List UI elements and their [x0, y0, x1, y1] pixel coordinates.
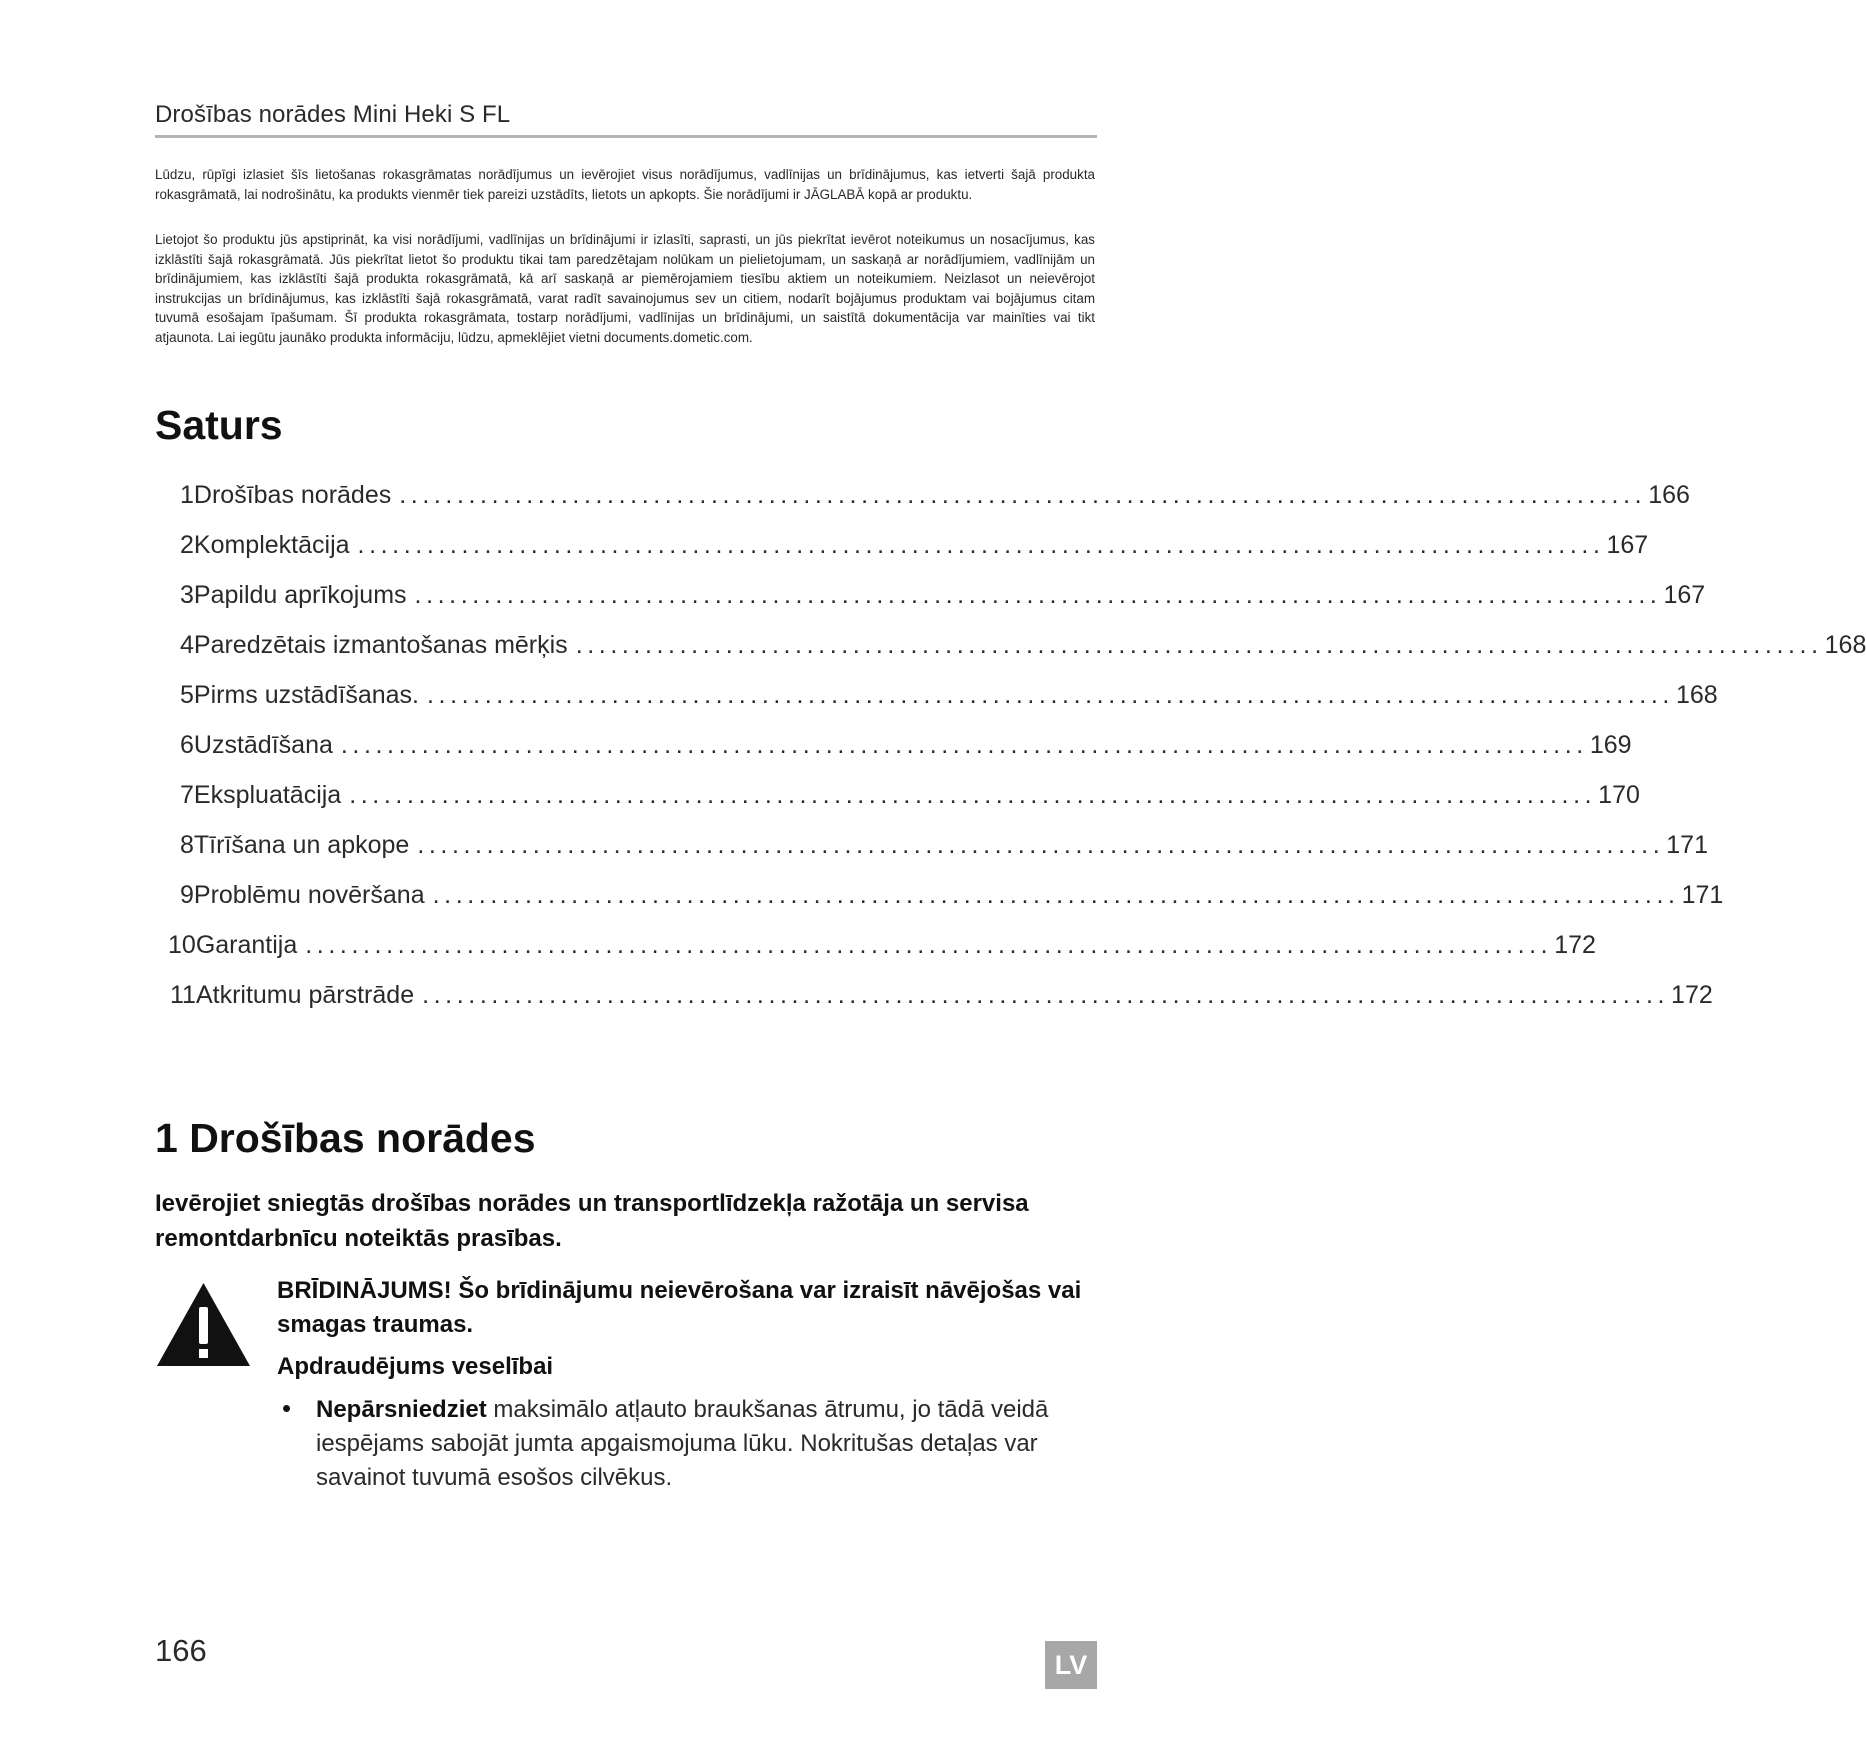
toc-entry-page: 169 [1589, 731, 1632, 759]
toc-entry[interactable] [180, 681, 1718, 715]
toc-entry[interactable] [180, 481, 1690, 515]
toc-entry-leader: ............................................................................................................ [305, 931, 1553, 959]
header-divider [155, 135, 1097, 138]
toc-entry-number: 10 [168, 931, 196, 959]
toc-entry-page: 167 [1606, 531, 1649, 559]
bullet-text: maksimālo atļauto braukšanas ātrumu, jo tādā veidā iespējams sabojāt jumta apgaismojuma lūku. Nokritušas detaļas var savainot tuvumā esošos cilvēkus. [316, 1396, 1049, 1491]
toc-entry-leader: ............................................................................................................ [414, 581, 1662, 609]
toc-entry[interactable] [168, 931, 1596, 965]
toc-entry[interactable] [180, 831, 1708, 865]
warning-triangle-icon [155, 1281, 252, 1368]
intro-paragraph-2: Lietojot šo produktu jūs apstiprināt, ka visi norādījumi, vadlīnijas un brīdinājumi ir izlasīti, saprasti, un jūs piekrītat ievērot noteikumus un nosacījumus, kas izklāstīti šajā rokasgrāmatā. Jūs piekrītat lietot šo produktu tikai tam paredzētajam nolūkam un pielietojumam, un saskaņā ar norādījumiem, vadlīnijām un brīdinājumiem, kas izklāstīti šajā produkta rokasgrāmatā, kā arī saskaņā ar piemērojamiem tiesību aktiem un noteikumiem. Neizlasot un neievērojot instrukcijas un brīdinājumus, kas izklāstīti šajā rokasgrāmatā, varat radīt savainojumus sev un citiem, nodarīt bojājumus produktam vai bojājumus citam tuvumā esošajam īpašumam. Šī produkta rokasgrāmata, tostarp norādījumi, vadlīnijas un brīdinājumi, un saistītā dokumentācija var mainīties vai tikt atjaunota. Lai iegūtu jaunāko produkta informāciju, lūdzu, apmeklējiet vietni documents.dometic.com. [155, 232, 1095, 345]
toc-entry-page: 168 [1675, 681, 1718, 709]
toc-entry-title: Paredzētais izmantošanas mērķis [193, 631, 568, 659]
toc-entry-number: 2 [180, 531, 194, 559]
toc-entry-title: Garantija [195, 931, 298, 959]
toc-entry-leader: ............................................................................................................ [422, 981, 1670, 1009]
toc-entry-leader: ............................................................................................................ [399, 481, 1647, 509]
intro-paragraph-1: Lūdzu, rūpīgi izlasiet šīs lietošanas rokasgrāmatas norādījumus un ievērojiet visus norādījumus, vadlīnijas un brīdinājumus, kas ietverti šajā produkta rokasgrāmatā, lai nodrošinātu, ka produkts vienmēr tiek pareizi uzstādīts, lietots un apkopts. Šie norādījumi ir JĀGLABĀ kopā ar produktu. [155, 167, 1095, 202]
toc-entry-page: 171 [1681, 881, 1724, 909]
bullet-strong-text: Nepārsniedziet [316, 1396, 487, 1423]
warning-subtitle: Apdraudējums veselībai [277, 1353, 554, 1380]
toc-entry-page: 170 [1598, 781, 1640, 809]
toc-entry-number: 9 [180, 881, 194, 909]
toc-entry-number: 8 [180, 831, 194, 859]
toc-entry-leader: ............................................................................................................ [357, 531, 1605, 559]
page-header-title: Drošības norādes Mini Heki S FL [155, 101, 511, 128]
bullet-icon: • [282, 1393, 292, 1423]
toc-entry[interactable] [180, 731, 1632, 765]
toc-entry-title: Papildu aprīkojums [193, 581, 407, 609]
warning-bullet [316, 1393, 1096, 1495]
toc-entry-leader: ............................................................................................................ [575, 631, 1823, 659]
page-number: 166 [155, 1633, 207, 1668]
toc-entry-number: 4 [180, 631, 194, 659]
toc-entry-page: 171 [1666, 831, 1708, 859]
toc-heading: Saturs [155, 402, 283, 448]
toc-entry-leader: ............................................................................................................ [417, 831, 1665, 859]
toc-entry-title: Uzstādīšana [193, 731, 333, 759]
toc-entry-number: 3 [180, 581, 194, 609]
toc-entry-page: 168 [1824, 631, 1866, 659]
toc-entry-title: Pirms uzstādīšanas. [193, 681, 419, 709]
toc-entry[interactable] [180, 781, 1640, 815]
toc-entry[interactable] [180, 631, 1866, 665]
section-lead-text: Ievērojiet sniegtās drošības norādes un transportlīdzekļa ražotāja un servisa remontdarbnīcu noteiktās prasības. [155, 1190, 1029, 1252]
toc-entry[interactable] [180, 581, 1706, 615]
toc-entry-title: Problēmu novēršana [193, 881, 425, 909]
toc-entry-title: Ekspluatācija [193, 781, 342, 809]
toc-entry-title: Drošības norādes [193, 481, 392, 509]
toc-entry-title: Atkritumu pārstrāde [195, 981, 415, 1009]
toc-entry-leader: ............................................................................................................ [340, 731, 1588, 759]
warning-title: BRĪDINĀJUMS! Šo brīdinājumu neievērošana var izraisīt nāvējošas vai smagas traumas. [277, 1277, 1082, 1338]
toc-entry-number: 7 [180, 781, 194, 809]
toc-entry[interactable] [180, 531, 1649, 565]
toc-entry-page: 166 [1648, 481, 1690, 509]
toc-entry-title: Tīrīšana un apkope [193, 831, 410, 859]
toc-entry-leader: ............................................................................................................ [427, 681, 1674, 709]
toc-entry-page: 167 [1663, 581, 1706, 609]
toc-entry-title: Komplektācija [193, 531, 350, 559]
toc-entry-page: 172 [1554, 931, 1596, 959]
toc-entry[interactable] [180, 881, 1724, 915]
toc-entry-leader: ............................................................................................................ [432, 881, 1680, 909]
toc-entry-page: 172 [1671, 981, 1713, 1009]
toc-entry[interactable] [170, 981, 1713, 1015]
language-badge: LV [1045, 1641, 1097, 1689]
toc-entry-number: 6 [180, 731, 194, 759]
toc-entry-number: 1 [180, 481, 194, 509]
toc-entry-number: 5 [180, 681, 194, 709]
section-heading: 1 Drošības norādes [155, 1115, 536, 1161]
toc-entry-number: 11 [170, 981, 196, 1009]
toc-entry-leader: ............................................................................................................ [349, 781, 1597, 809]
